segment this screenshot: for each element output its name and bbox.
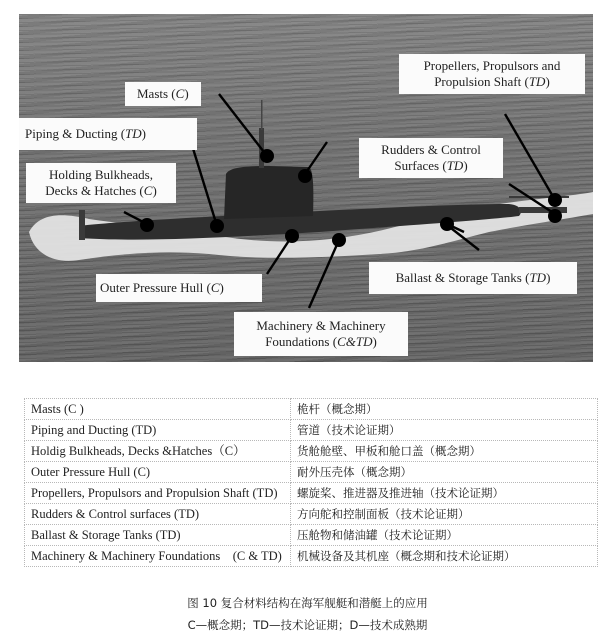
callout-dot-rudders — [548, 209, 562, 223]
table-row — [25, 483, 598, 504]
label-machinery-line2 — [238, 334, 404, 350]
label-propellers-line1: Propellers, Propulsors and — [423, 58, 561, 73]
label-piping-text: Piping & Ducting ( — [25, 126, 126, 141]
table-cell-zh: 压舱物和储油罐（技术论证期） — [291, 525, 598, 546]
table-cell-en: Machinery & Machinery Foundations (C & TD) — [25, 546, 291, 567]
table-row — [25, 462, 598, 483]
label-rudders-stage: TD — [446, 158, 464, 173]
callout-dot-bulkheads — [140, 218, 154, 232]
callout-dot-ballast — [440, 217, 454, 231]
label-rudders-end: ) — [463, 158, 468, 173]
callout-dot-hull — [285, 229, 299, 243]
label-ballast-end: ) — [546, 270, 551, 285]
table-row — [25, 504, 598, 525]
table-cell-en: Holdig Bulkheads, Decks &Hatches（C） — [25, 441, 291, 462]
label-machinery-line1: Machinery & Machinery — [256, 318, 386, 333]
label-hull-text: Outer Pressure Hull ( — [100, 280, 211, 295]
table-cell-en: Piping and Ducting (TD) — [25, 420, 291, 441]
label-bulkheads-stage: C — [143, 183, 153, 198]
figure-caption-legend: C—概念期；TD—技术论证期；D—技术成熟期 — [187, 618, 428, 632]
label-propellers-line2 — [403, 74, 581, 90]
label-ballast-stage: TD — [529, 270, 547, 285]
table-cell-zh: 桅杆（概念期） — [291, 399, 598, 420]
figure-caption-title: 图 10 复合材料结构在海军舰艇和潜艇上的应用 — [187, 596, 428, 610]
label-bulkheads-text: Decks & Hatches ( — [45, 183, 144, 198]
label-piping-end: ) — [141, 126, 146, 141]
label-masts-stage: C — [175, 86, 185, 101]
label-machinery — [234, 312, 408, 356]
label-propellers-end: ) — [545, 74, 550, 89]
table-cell-en: Masts (C ) — [25, 399, 291, 420]
table-row — [25, 399, 598, 420]
label-bulkheads-end: ) — [152, 183, 157, 198]
table-cell-zh: 螺旋桨、推进器及推进轴（技术论证期） — [291, 483, 598, 504]
label-propellers — [399, 54, 585, 94]
table-cell-zh: 机械设备及其机座（概念期和技术论证期） — [291, 546, 598, 567]
table-cell-zh: 管道（技术论证期） — [291, 420, 598, 441]
label-masts — [125, 82, 201, 106]
table-row — [25, 525, 598, 546]
label-machinery-stage: C&TD — [337, 334, 373, 349]
label-piping — [19, 118, 197, 150]
callout-dot-machinery — [332, 233, 346, 247]
callout-dot-sail — [298, 169, 312, 183]
label-ballast — [369, 262, 577, 294]
label-propellers-text: Propulsion Shaft ( — [434, 74, 529, 89]
label-rudders-line1: Rudders & Control — [381, 142, 481, 157]
table-cell-en: Propellers, Propulsors and Propulsion Shaft (TD) — [25, 483, 291, 504]
application-table — [24, 398, 598, 567]
table-cell-zh: 货舱舱壁、甲板和舱口盖（概念期） — [291, 441, 598, 462]
label-bulkheads — [26, 163, 176, 203]
label-hull-end: ) — [219, 280, 224, 295]
table-cell-zh: 耐外压壳体（概念期） — [291, 462, 598, 483]
table-cell-en: Ballast & Storage Tanks (TD) — [25, 525, 291, 546]
label-hull-stage: C — [210, 280, 220, 295]
table-cell-en: Outer Pressure Hull (C) — [25, 462, 291, 483]
submarine-photo — [19, 14, 593, 362]
label-rudders-text: Surfaces ( — [394, 158, 447, 173]
label-rudders — [359, 138, 503, 178]
table-row — [25, 420, 598, 441]
label-piping-stage: TD — [125, 126, 142, 141]
label-rudders-line2 — [363, 158, 499, 174]
table-cell-zh: 方向舵和控制面板（技术论证期） — [291, 504, 598, 525]
table-row — [25, 441, 598, 462]
label-machinery-text: Foundations ( — [265, 334, 338, 349]
callout-dot-propellers — [548, 193, 562, 207]
label-masts-end: ) — [184, 86, 189, 101]
table-cell-en: Rudders & Control surfaces (TD) — [25, 504, 291, 525]
table-row — [25, 546, 598, 567]
label-hull — [96, 274, 262, 302]
label-bulkheads-line2 — [30, 183, 172, 199]
callout-dot-masts — [260, 149, 274, 163]
label-propellers-stage: TD — [528, 74, 546, 89]
label-ballast-text: Ballast & Storage Tanks ( — [395, 270, 530, 285]
label-masts-text: Masts ( — [137, 86, 176, 101]
label-bulkheads-line1: Holding Bulkheads, — [49, 167, 153, 182]
callout-dot-piping — [210, 219, 224, 233]
label-machinery-end: ) — [372, 334, 377, 349]
